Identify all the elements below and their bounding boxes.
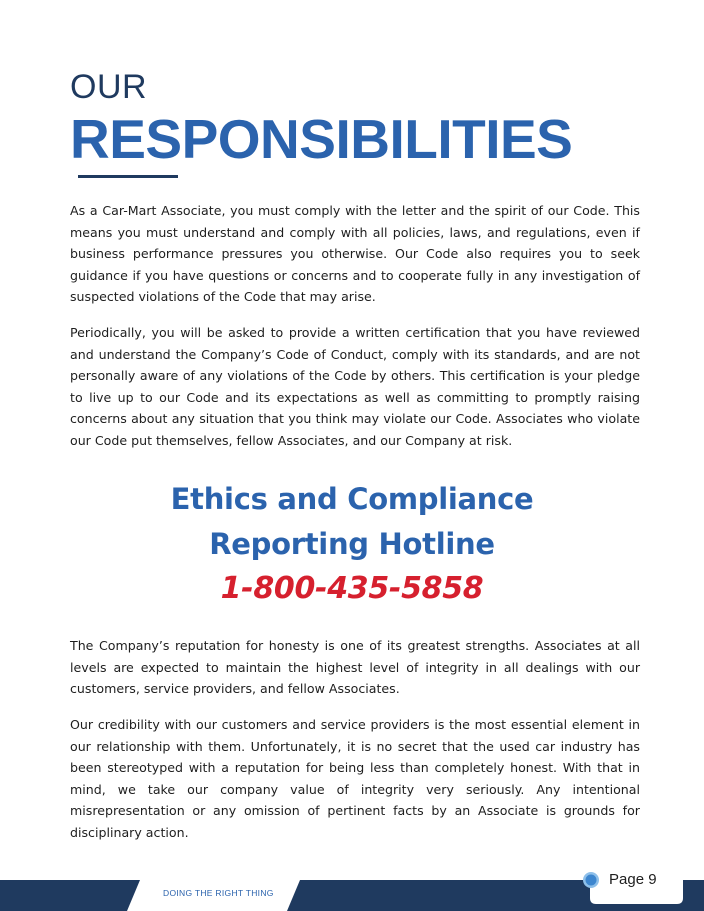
page-title: RESPONSIBILITIES [70,108,573,170]
page-dot-icon [582,871,600,889]
title-line-our: OUR [70,68,148,106]
footer-tagline: DOING THE RIGHT THING [163,888,274,898]
paragraph-credibility: Our credibility with our customers and service providers is the most essential element in our relationship with them. Unfortunately, it is no secret that the used car industry has been stereotyped with a reputation for being less than completely honest. With that in mind, we take our company value of integrity very seriously. Any intentional misrepresentation or any omission of pertinent facts by an Associate is grounds for disciplinary action. [70,717,640,840]
hotline-phone-number: 1-800-435-5858 [220,571,484,606]
title-underline [78,175,178,178]
paragraph-reputation: The Company’s reputation for honesty is one of its greatest strengths. Associates at all levels are expected to maintain the highest level of integrity in all dealings with our customers, service providers, and fellow Associates. [70,638,640,696]
page-number: Page 9 [609,871,657,888]
hotline-heading-line2: Reporting Hotline [209,527,495,561]
paragraph-certification: Periodically, you will be asked to provide a written certification that you have reviewed and understand the Company’s Code of Conduct, comply with its standards, and are not personally aware of any violations of the Code by others. This certification is your pledge to live up to our Code and its expectations as well as committing to promptly raising concerns about any situation that you think may violate our Code. Associates who violate our Code put themselves, fellow Associates, and our Company at risk. [70,325,640,448]
hotline-heading-line1: Ethics and Compliance [170,482,534,516]
paragraph-compliance: As a Car-Mart Associate, you must comply with the letter and the spirit of our Code. This means you must understand and comply with all policies, laws, and regulations, even if business performance pressures you otherwise. Our Code also requires you to seek guidance if you have questions or concerns and to cooperate fully in any investigation of suspected violations of the Code that may arise. [70,203,640,304]
